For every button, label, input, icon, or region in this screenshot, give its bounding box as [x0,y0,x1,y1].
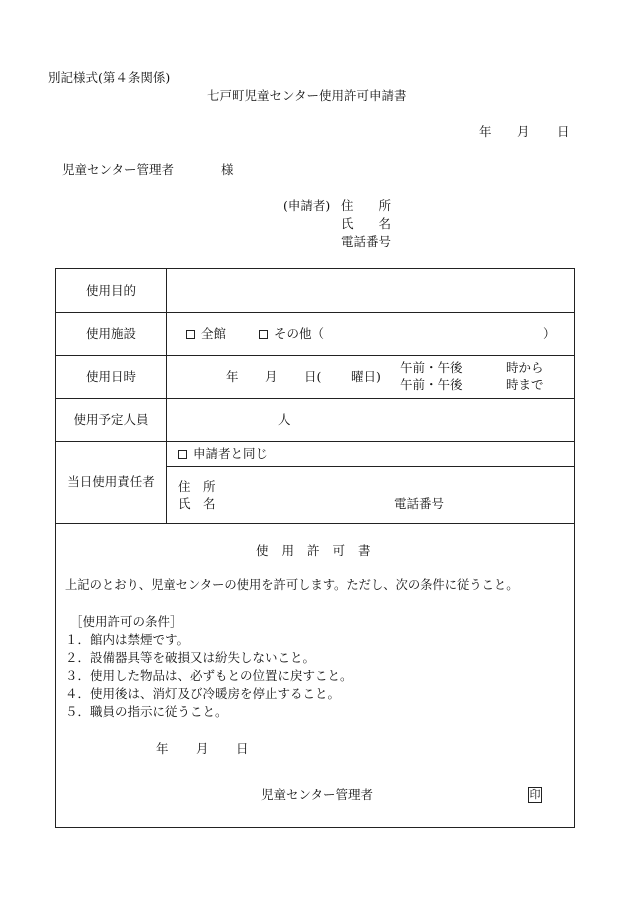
page-title: 七戸町児童センター使用許可申請書 [207,88,407,103]
same-as-applicant-option[interactable] [178,446,268,462]
datetime-weekday: 曜日) [351,369,381,384]
row-divider [56,398,574,399]
people-label: 使用予定人員 [73,412,149,427]
addressee-name: 児童センター管理者 [62,162,175,177]
checkbox-other[interactable] [259,330,268,339]
condition-item: ５．職員の指示に従うこと。 [65,704,228,719]
permit-heading: 使用許可書 [256,543,384,558]
responsible-address-label: 住 所 [178,479,216,494]
datetime-year: 年 [226,369,239,384]
permit-statement: 上記のとおり、児童センターの使用を許可します。ただし、次の条件に従うこと。 [65,578,519,592]
form-reference: 別記様式(第４条関係) [48,70,171,85]
application-table [55,268,575,828]
applicant-address-label: 住 所 [341,198,392,213]
facility-label: 使用施設 [85,326,136,341]
facility-other-label: その他（ [274,326,325,341]
datetime-month: 月 [265,369,278,384]
condition-item: ２．設備器具等を破損又は紛失しないこと。 [65,650,316,665]
facility-all-option[interactable] [186,326,226,342]
datetime-to: 時まで [506,377,544,392]
condition-item: ４．使用後は、消灯及び冷暖房を停止すること。 [65,686,341,701]
purpose-label: 使用目的 [85,283,136,298]
condition-item: ３．使用した物品は、必ずもとの位置に戻すこと。 [65,668,353,683]
responsible-label: 当日使用責任者 [67,474,155,489]
purpose-field[interactable] [167,269,574,312]
datetime-label: 使用日時 [85,369,136,384]
same-as-applicant-label: 申請者と同じ [193,446,269,461]
datetime-day: 日( [304,369,322,384]
permit-date-year: 年 [156,741,169,756]
datetime-from: 時から [506,360,544,375]
date-year: 年 [479,124,492,139]
addressee-honorific: 様 [221,162,234,177]
date-day: 日 [557,124,570,139]
datetime-ampm-from: 午前・午後 [400,360,463,375]
checkbox-all[interactable] [186,330,195,339]
permit-date-month: 月 [196,741,209,756]
people-unit: 人 [278,412,291,427]
seal-mark: 印 [529,788,541,801]
responsible-phone-label: 電話番号 [394,496,445,511]
applicant-label: (申請者) [283,198,331,213]
facility-all-label: 全館 [201,326,227,341]
conditions-title: ［使用許可の条件］ [70,614,183,629]
row-divider [56,355,574,356]
row-divider [56,312,574,313]
row-divider [56,523,574,524]
permit-date-day: 日 [236,741,249,756]
applicant-name-label: 氏 名 [341,216,392,231]
row-divider [166,466,574,467]
condition-item: １．館内は禁煙です。 [65,632,190,647]
checkbox-same-as-applicant[interactable] [178,450,187,459]
responsible-name-label: 氏 名 [178,496,216,511]
facility-other-option[interactable] [259,326,324,342]
row-divider [56,441,574,442]
date-month: 月 [517,124,530,139]
permit-issuer: 児童センター管理者 [261,787,374,802]
applicant-phone-label: 電話番号 [341,234,392,249]
facility-other-close: ） [543,326,556,341]
datetime-ampm-to: 午前・午後 [400,377,463,392]
